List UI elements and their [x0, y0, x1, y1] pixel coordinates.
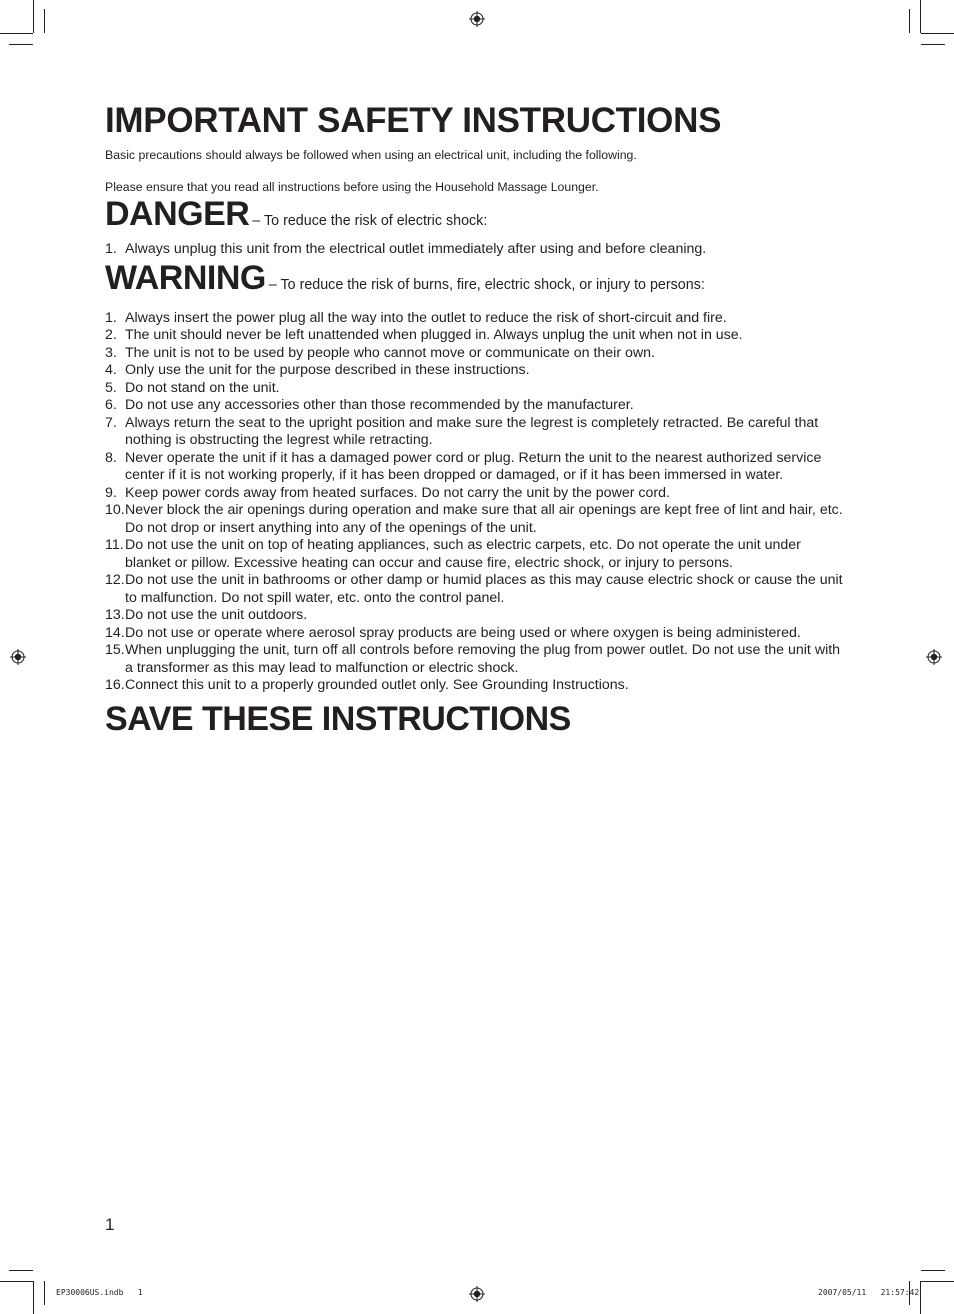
danger-label: DANGER [105, 195, 250, 233]
warning-list [105, 310, 845, 695]
crop-mark [0, 1281, 33, 1282]
list-item [105, 677, 845, 695]
item-text: Connect this unit to a properly grounded outlet only. See Grounding Instructions. [125, 677, 629, 693]
danger-heading [105, 195, 845, 240]
crop-mark [909, 9, 910, 33]
crop-mark [921, 44, 945, 45]
item-number: 14. [105, 624, 125, 641]
item-text: Only use the unit for the purpose described in these instructions. [125, 362, 530, 378]
registration-mark-icon [469, 1286, 485, 1302]
item-number: 2. [105, 327, 117, 343]
crop-mark [9, 1270, 33, 1271]
crop-mark [33, 1281, 34, 1314]
item-number: 9. [105, 484, 117, 501]
list-item [105, 310, 845, 328]
intro-paragraph: Please ensure that you read all instructions before using the Household Massage Lounger. [105, 180, 599, 194]
item-text: Keep power cords away from heated surfaces. Do not carry the unit by the power cord. [125, 484, 670, 501]
save-instructions-title: SAVE THESE INSTRUCTIONS [105, 699, 571, 738]
registration-mark-icon [926, 649, 942, 665]
item-text: Always unplug this unit from the electrical outlet immediately after using and before cleaning. [125, 241, 707, 257]
warning-heading [105, 259, 845, 304]
item-text: Always insert the power plug all the way into the outlet to reduce the risk of short-circuit and fire. [125, 309, 727, 326]
item-number: 8. [105, 449, 117, 466]
crop-mark [921, 33, 954, 34]
item-text: Never block the air openings during operation and make sure that all air openings are kept free of lint and hair, etc. Do not drop or insert anything into any of the openings of the unit. [125, 502, 843, 536]
item-number: 16. [105, 677, 125, 693]
safety-instructions-page [105, 100, 845, 739]
item-number: 1. [105, 309, 117, 326]
item-text: Do not use the unit in bathrooms or other damp or humid places as this may cause electric shock or cause the unit to malfunction. Do not spill water, etc. onto the control panel. [125, 572, 843, 606]
item-text: Never operate the unit if it has a damaged power cord or plug. Return the unit to the nearest authorized service center if it is not working properly, if it has been dropped or damaged, or if it has been immersed in water. [125, 449, 822, 483]
crop-mark [33, 0, 34, 33]
list-item [105, 537, 845, 572]
item-text: Always return the seat to the upright position and make sure the legrest is completely retracted. Be careful that nothing is obstructing the legrest while retracting. [125, 414, 819, 448]
item-number: 3. [105, 344, 117, 361]
item-text: Do not stand on the unit. [125, 379, 280, 396]
registration-mark-icon [10, 649, 26, 665]
slug-filename: EP30006US.indb 1 [56, 1288, 143, 1297]
list-item [105, 642, 845, 677]
item-number: 4. [105, 362, 117, 378]
registration-mark-icon [469, 11, 485, 27]
item-text: Do not use or operate where aerosol spray products are being used or where oxygen is being administered. [125, 624, 801, 641]
item-number: 12. [105, 572, 125, 588]
item-number: 7. [105, 414, 117, 431]
crop-mark [44, 1281, 45, 1305]
crop-mark [921, 1270, 945, 1271]
list-item [105, 345, 845, 363]
item-number: 13. [105, 607, 125, 623]
list-item [105, 327, 845, 345]
item-number: 1. [105, 241, 117, 257]
item-text: When unplugging the unit, turn off all controls before removing the plug from power outlet. Do not use the unit with a transformer as this may lead to malfunction or electric shock. [125, 642, 841, 676]
warning-subtitle: – To reduce the risk of burns, fire, electric shock, or injury to persons: [268, 276, 705, 293]
item-text: The unit should never be left unattended when plugged in. Always unplug the unit when not in use. [125, 327, 743, 343]
crop-mark [44, 9, 45, 33]
item-text: Do not use any accessories other than those recommended by the manufacturer. [125, 397, 634, 413]
danger-list [105, 241, 845, 259]
item-number: 5. [105, 379, 117, 396]
crop-mark [9, 44, 33, 45]
list-item [105, 572, 845, 607]
list-item [105, 607, 845, 625]
list-item [105, 415, 845, 450]
list-item [105, 362, 845, 380]
list-item [105, 241, 845, 259]
item-number: 15. [105, 642, 125, 658]
warning-label: WARNING [105, 258, 266, 297]
item-number: 6. [105, 397, 117, 413]
danger-subtitle: – To reduce the risk of electric shock: [252, 213, 488, 229]
crop-mark [920, 0, 921, 33]
slug-timestamp: 2007/05/11 21:57:42 [818, 1288, 920, 1297]
item-text: Do not use the unit outdoors. [125, 607, 308, 623]
list-item [105, 625, 845, 643]
item-number: 11. [105, 537, 124, 553]
page-number: 1 [105, 1215, 115, 1234]
page-title: IMPORTANT SAFETY INSTRUCTIONS [105, 101, 722, 140]
crop-mark [921, 1281, 954, 1282]
list-item [105, 397, 845, 415]
item-text: The unit is not to be used by people who cannot move or communicate on their own. [125, 344, 655, 361]
intro-paragraph: Basic precautions should always be followed when using an electrical unit, including the following. [105, 148, 637, 162]
crop-mark [0, 33, 33, 34]
list-item [105, 485, 845, 503]
list-item [105, 502, 845, 537]
crop-mark [920, 1281, 921, 1314]
list-item [105, 380, 845, 398]
item-text: Do not use the unit on top of heating appliances, such as electric carpets, etc. Do not operate the unit under blanket or pillow. Excessive heating can occur and cause fire, electric shock, or injury to persons. [125, 537, 801, 571]
item-number: 10. [105, 502, 125, 518]
list-item [105, 450, 845, 485]
